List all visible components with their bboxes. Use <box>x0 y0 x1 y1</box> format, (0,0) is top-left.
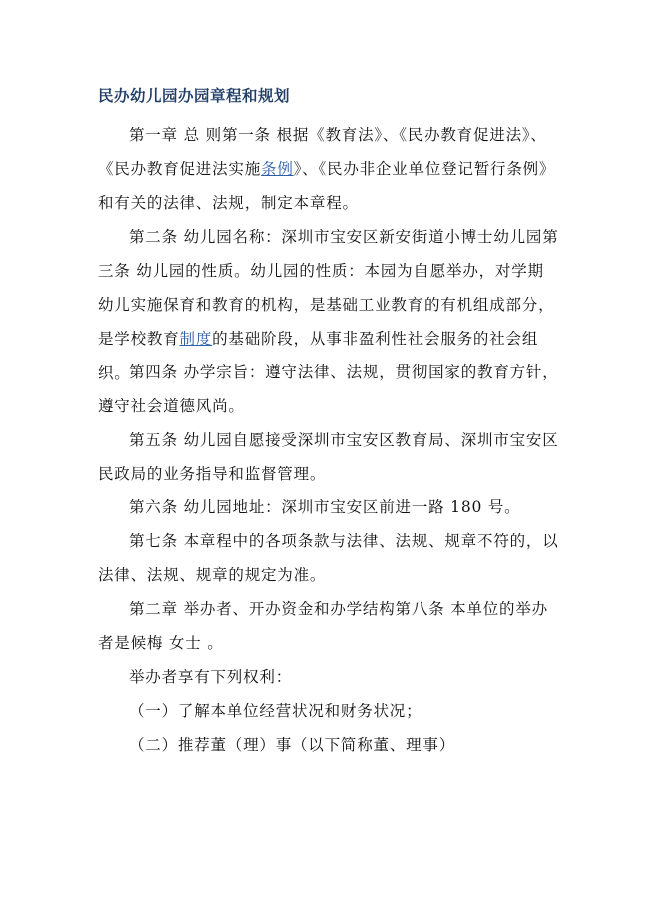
document-title: 民办幼儿园办园章程和规划 <box>98 87 291 105</box>
paragraph-article-five: 第五条 幼儿园自愿接受深圳市宝安区教育局、深圳市宝安区民政局的业务指导和监督管理。 <box>98 431 559 483</box>
paragraph-text: 》、《民办非企业单位登记暂行条例》和有关的法律、法规，制定本章程。 <box>98 160 556 212</box>
list-item: （二）推荐董（理）事（以下简称董、理事） <box>129 736 456 754</box>
paragraph-article-six: 第六条 幼儿园地址：深圳市宝安区前进一路 180 号。 <box>129 498 521 516</box>
paragraph-text: 第二条 幼儿园名称：深圳市宝安区新安街道小博士幼儿园第三条 幼儿园的性质。幼儿园的性质：本园为自愿举办，对学期幼儿实施保育和教育的机构，是基础工业教育的有机组成部分，是学校教育 <box>98 228 559 348</box>
paragraph-chapter-two: 第二章 举办者、开办资金和办学结构第八条 本单位的举办者是候梅 女士 。 <box>98 600 548 652</box>
regulations-link[interactable]: 条例 <box>261 160 294 178</box>
paragraph-rights-intro: 举办者享有下列权利： <box>129 668 293 686</box>
paragraph-article-seven: 第七条 本章程中的各项条款与法律、法规、规章不符的，以法律、法规、规章的规定为准。 <box>98 532 559 584</box>
list-item: （一）了解本单位经营状况和财务状况； <box>129 702 423 720</box>
system-link[interactable]: 制度 <box>179 330 213 348</box>
paragraph-text: 的基础阶段，从事非盈利性社会服务的社会组织。 <box>98 330 539 382</box>
paragraph-article-four: 第四条 办学宗旨：遵守法律、法规，贯彻国家的教育方针，遵守社会道德风尚。 <box>98 363 559 415</box>
paragraph-text: 第一章 总 则第一条 根据《教育法》、《民办教育促进法》、《民办教育促进法实施 <box>98 126 547 178</box>
paragraph-chapter-one <box>98 118 560 220</box>
